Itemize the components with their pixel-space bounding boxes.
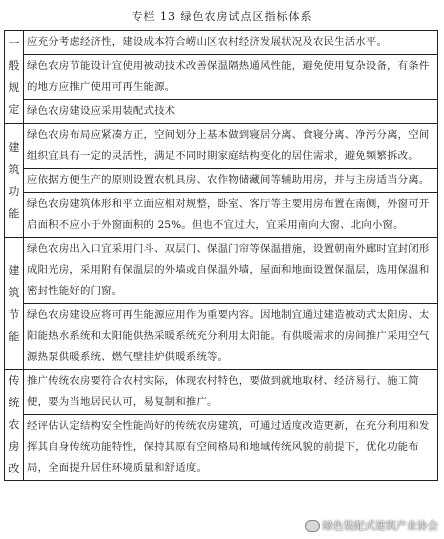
table-cell: 绿色农房节能设计宜使用被动技术改善保温隔热通风性能，避免使用复杂设备，有条件的地方应推广使用可再生能源。 bbox=[24, 55, 438, 100]
table-cell: 经评估认定结构安全性能尚好的传统农房建筑，可通过适度改造更新，在充分利用和发挥其自身传统功能特性，保持其原有空间格局和地域传统风貌的前提下，优化功能布局，全面提升居住环境质量和舒适度。 bbox=[24, 415, 438, 481]
category-label: 传 统 农 房 改 bbox=[8, 374, 20, 475]
table-cell: 绿色农房建设应将可再生能源应用作为重要内容。因地制宜通过建造被动式太阳房、太阳能热水系统和太阳能供热采暖系统充分利用太阳能。有供暖需求的房间推广采用空气源热泵供暖系统、燃气壁挂炉供暖系统等。 bbox=[24, 304, 438, 370]
wechat-icon bbox=[305, 520, 320, 532]
table-cell: 绿色农房出入口宜采用门斗、双层门、保温门帘等保温措施，设置朝南外廊时宜封闭形成阳光房，采用附有保温层的外墙或自保温外墙，屋面和地面设置保温层，选用保温和密封性能好的门窗。 bbox=[24, 238, 438, 304]
category-label: 一 般 规 定 bbox=[8, 37, 20, 116]
table-row bbox=[5, 370, 438, 415]
category-building-function bbox=[5, 124, 24, 238]
table-row bbox=[5, 169, 438, 193]
table-row bbox=[5, 55, 438, 100]
table-row bbox=[5, 238, 438, 304]
table-row bbox=[5, 415, 438, 481]
category-traditional-house-renovation bbox=[5, 370, 24, 481]
watermark-text: 绿色装配式建筑产业协会 bbox=[322, 520, 438, 532]
table-cell: 应充分考虑经济性，建设成本符合崂山区农村经济发展状况及农民生活水平。 bbox=[24, 31, 438, 55]
category-building-energy-saving bbox=[5, 238, 24, 370]
table-row bbox=[5, 304, 438, 370]
indicator-table bbox=[4, 30, 438, 481]
category-label: 建 筑 节 能 bbox=[8, 263, 20, 343]
table-cell: 绿色农房建设应采用装配式技术 bbox=[24, 100, 438, 124]
table-cell: 绿色农房建筑体形和平立面应相对规整，卧室、客厅等主要用房布置在南侧，外窗可开启面积不应小于外窗面积的 25%。但也不宜过大，宜采用南向大窗、北向小窗。 bbox=[24, 193, 438, 238]
table-row bbox=[5, 31, 438, 55]
table-cell: 推广传统农房要符合农村实际，体现农村特色，要做到就地取材、经济易行、施工简便，要为当地居民认可，易复制和推广。 bbox=[24, 370, 438, 415]
table-row bbox=[5, 193, 438, 238]
category-general-rules bbox=[5, 31, 24, 124]
table-title: 专栏 13 绿色农房试点区指标体系 bbox=[131, 10, 313, 23]
table-cell: 应依据方便生产的原则设置农机具房、农作物储藏间等辅助用房，并与主房适当分离。 bbox=[24, 169, 438, 193]
table-cell: 绿色农房布局应紧凑方正，空间划分上基本做到寝居分离、食寝分离、净污分离，空间组织宜具有一定的灵活性，满足不同时期家庭结构变化的居住需求，避免频繁拆改。 bbox=[24, 124, 438, 169]
table-row bbox=[5, 124, 438, 169]
table-row bbox=[5, 100, 438, 124]
watermark bbox=[305, 518, 439, 533]
category-label: 建 筑 功 能 bbox=[8, 140, 20, 220]
